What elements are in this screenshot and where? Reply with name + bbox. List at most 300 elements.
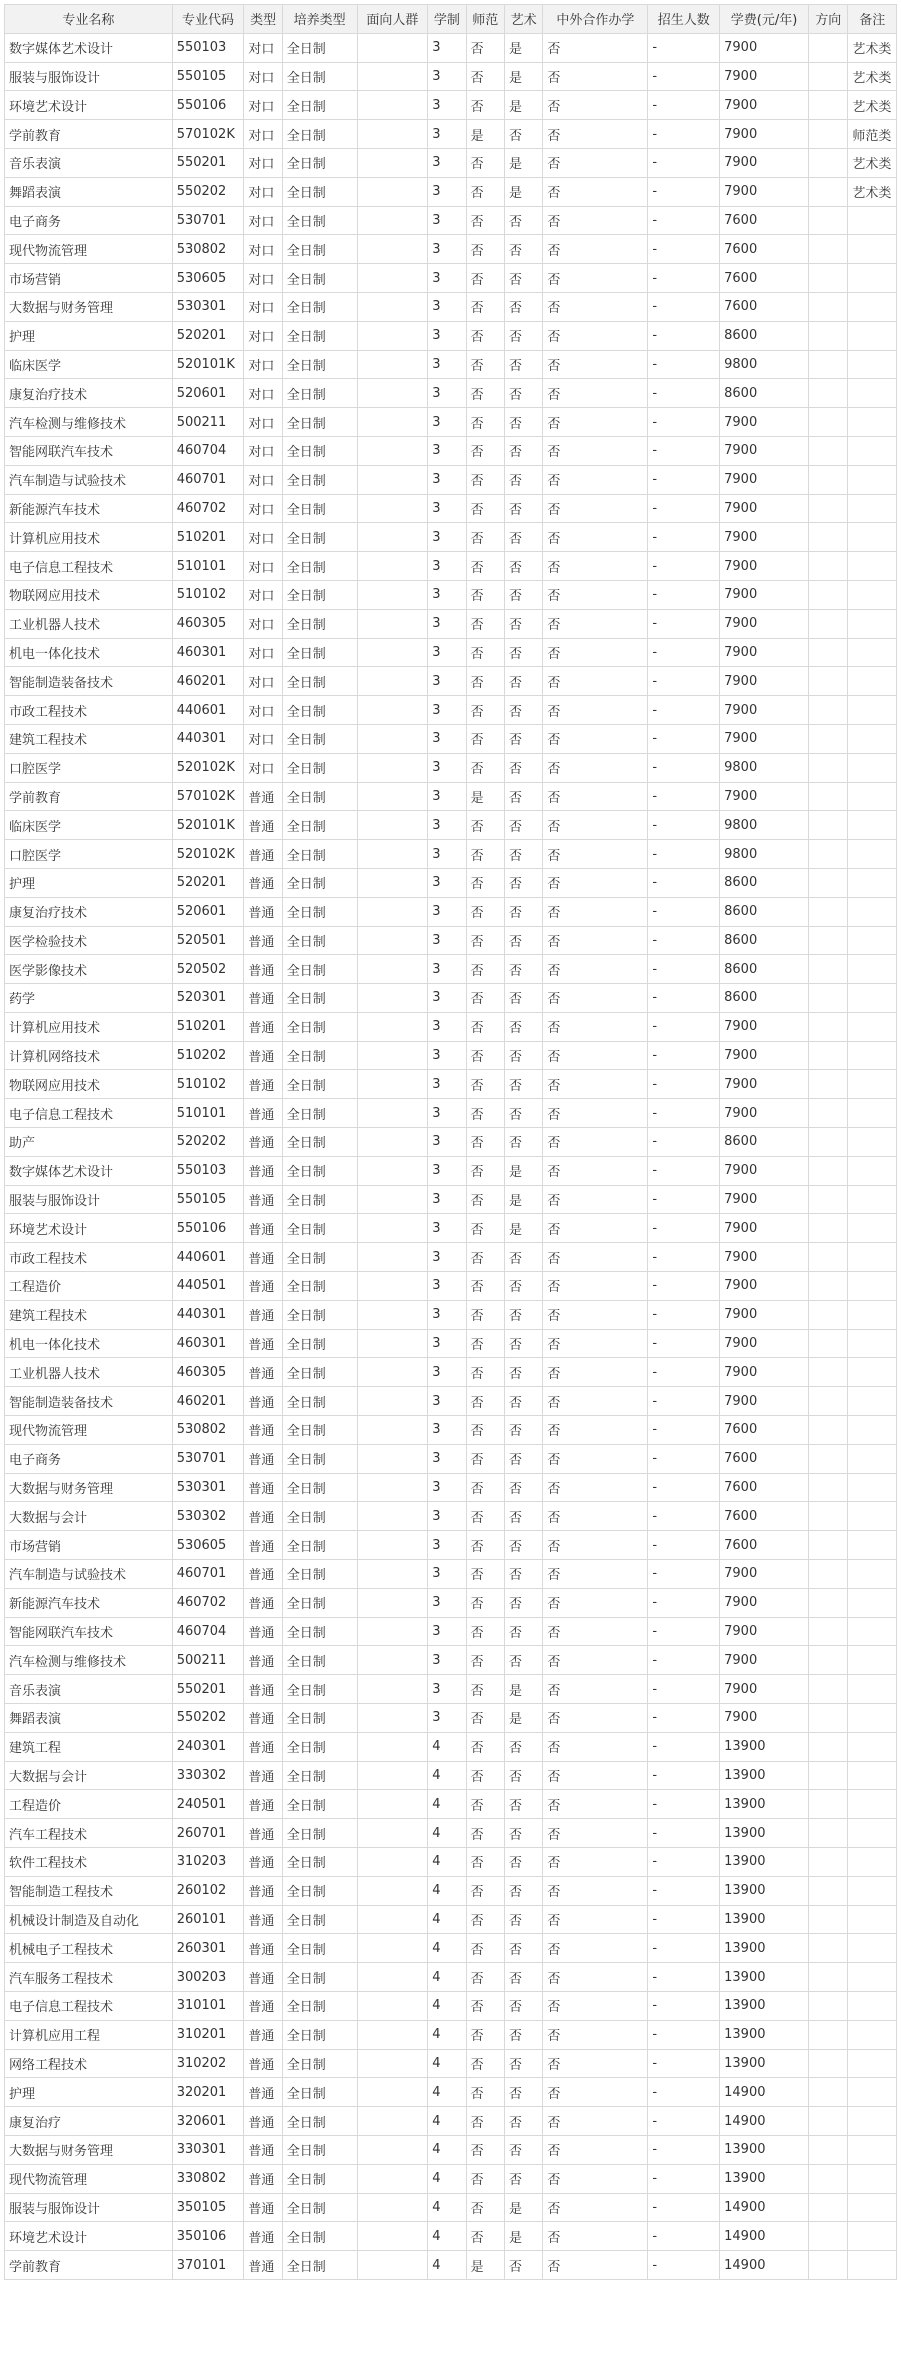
cell-sino-foreign: 否 <box>543 1617 648 1646</box>
cell-enrollment: - <box>648 292 720 321</box>
cell-sino-foreign: 否 <box>543 1848 648 1877</box>
cell-direction <box>809 1185 848 1214</box>
cell-enrollment: - <box>648 1560 720 1589</box>
cell-tuition: 7900 <box>720 62 809 91</box>
cell-training-type: 全日制 <box>282 465 357 494</box>
table-row <box>5 1416 897 1445</box>
cell-major-code: 530802 <box>172 235 244 264</box>
cell-art: 否 <box>504 552 542 581</box>
cell-normal: 否 <box>466 408 504 437</box>
header-duration: 学制 <box>428 5 466 34</box>
header-tuition: 学费(元/年) <box>720 5 809 34</box>
table-row <box>5 580 897 609</box>
cell-type: 对口 <box>244 523 282 552</box>
cell-major-name: 工程造价 <box>5 1272 173 1301</box>
cell-tuition: 7600 <box>720 235 809 264</box>
cell-type: 对口 <box>244 292 282 321</box>
cell-audience <box>357 33 428 62</box>
cell-enrollment: - <box>648 1991 720 2020</box>
cell-normal: 否 <box>466 1243 504 1272</box>
table-row <box>5 2020 897 2049</box>
cell-duration: 3 <box>428 609 466 638</box>
cell-art: 否 <box>504 955 542 984</box>
cell-normal: 是 <box>466 120 504 149</box>
cell-sino-foreign: 否 <box>543 667 648 696</box>
cell-enrollment: - <box>648 91 720 120</box>
cell-art: 否 <box>504 724 542 753</box>
cell-audience <box>357 350 428 379</box>
cell-direction <box>809 408 848 437</box>
cell-direction <box>809 638 848 667</box>
cell-major-code: 330802 <box>172 2164 244 2193</box>
header-training-type: 培养类型 <box>282 5 357 34</box>
cell-training-type: 全日制 <box>282 1876 357 1905</box>
cell-major-name: 大数据与会计 <box>5 1502 173 1531</box>
cell-duration: 3 <box>428 1214 466 1243</box>
cell-remark <box>848 897 897 926</box>
cell-major-code: 510201 <box>172 523 244 552</box>
cell-major-name: 汽车制造与试验技术 <box>5 465 173 494</box>
cell-remark <box>848 408 897 437</box>
cell-remark <box>848 1617 897 1646</box>
cell-training-type: 全日制 <box>282 1012 357 1041</box>
cell-enrollment: - <box>648 408 720 437</box>
cell-sino-foreign: 否 <box>543 91 648 120</box>
cell-major-name: 计算机应用工程 <box>5 2020 173 2049</box>
cell-duration: 3 <box>428 1099 466 1128</box>
cell-direction <box>809 667 848 696</box>
cell-major-code: 240501 <box>172 1790 244 1819</box>
cell-audience <box>357 2222 428 2251</box>
cell-normal: 否 <box>466 350 504 379</box>
cell-major-name: 环境艺术设计 <box>5 2222 173 2251</box>
cell-audience <box>357 2078 428 2107</box>
cell-duration: 4 <box>428 2020 466 2049</box>
table-row <box>5 1732 897 1761</box>
cell-sino-foreign: 否 <box>543 2164 648 2193</box>
cell-duration: 3 <box>428 811 466 840</box>
cell-sino-foreign: 否 <box>543 2251 648 2280</box>
cell-major-code: 510101 <box>172 1099 244 1128</box>
cell-art: 是 <box>504 62 542 91</box>
cell-enrollment: - <box>648 1761 720 1790</box>
cell-normal: 否 <box>466 465 504 494</box>
cell-tuition: 7900 <box>720 494 809 523</box>
cell-major-name: 数字媒体艺术设计 <box>5 33 173 62</box>
cell-duration: 3 <box>428 1387 466 1416</box>
cell-normal: 否 <box>466 523 504 552</box>
table-row <box>5 1502 897 1531</box>
cell-duration: 3 <box>428 638 466 667</box>
cell-art: 否 <box>504 1617 542 1646</box>
cell-direction <box>809 1848 848 1877</box>
cell-training-type: 全日制 <box>282 984 357 1013</box>
table-row <box>5 1070 897 1099</box>
cell-sino-foreign: 否 <box>543 1243 648 1272</box>
cell-art: 否 <box>504 1819 542 1848</box>
table-row <box>5 1617 897 1646</box>
cell-type: 对口 <box>244 264 282 293</box>
cell-training-type: 全日制 <box>282 1099 357 1128</box>
cell-training-type: 全日制 <box>282 1934 357 1963</box>
cell-art: 否 <box>504 1387 542 1416</box>
cell-major-code: 460701 <box>172 1560 244 1589</box>
cell-sino-foreign: 否 <box>543 494 648 523</box>
cell-audience <box>357 868 428 897</box>
cell-direction <box>809 321 848 350</box>
cell-remark <box>848 1588 897 1617</box>
cell-normal: 否 <box>466 264 504 293</box>
cell-sino-foreign: 否 <box>543 292 648 321</box>
cell-remark <box>848 1214 897 1243</box>
cell-remark <box>848 1041 897 1070</box>
cell-normal: 否 <box>466 1387 504 1416</box>
cell-major-code: 370101 <box>172 2251 244 2280</box>
cell-direction <box>809 2020 848 2049</box>
cell-sino-foreign: 否 <box>543 2049 648 2078</box>
cell-duration: 3 <box>428 436 466 465</box>
cell-tuition: 13900 <box>720 2135 809 2164</box>
cell-sino-foreign: 否 <box>543 926 648 955</box>
cell-type: 普通 <box>244 1041 282 1070</box>
cell-major-name: 音乐表演 <box>5 1675 173 1704</box>
cell-art: 否 <box>504 1473 542 1502</box>
table-container <box>4 4 897 2280</box>
cell-audience <box>357 2193 428 2222</box>
cell-duration: 3 <box>428 1128 466 1157</box>
table-row <box>5 638 897 667</box>
cell-direction <box>809 580 848 609</box>
cell-training-type: 全日制 <box>282 206 357 235</box>
cell-direction <box>809 1502 848 1531</box>
cell-direction <box>809 2193 848 2222</box>
cell-normal: 否 <box>466 1963 504 1992</box>
cell-training-type: 全日制 <box>282 638 357 667</box>
cell-direction <box>809 1732 848 1761</box>
majors-table <box>4 4 897 2280</box>
cell-audience <box>357 609 428 638</box>
cell-duration: 4 <box>428 1790 466 1819</box>
cell-training-type: 全日制 <box>282 1905 357 1934</box>
header-major-code: 专业代码 <box>172 5 244 34</box>
cell-tuition: 9800 <box>720 753 809 782</box>
cell-enrollment: - <box>648 350 720 379</box>
cell-duration: 3 <box>428 1588 466 1617</box>
cell-direction <box>809 2049 848 2078</box>
cell-enrollment: - <box>648 1905 720 1934</box>
table-row <box>5 62 897 91</box>
cell-sino-foreign: 否 <box>543 2135 648 2164</box>
cell-major-name: 计算机应用技术 <box>5 1012 173 1041</box>
cell-major-name: 计算机应用技术 <box>5 523 173 552</box>
cell-art: 否 <box>504 2107 542 2136</box>
cell-tuition: 8600 <box>720 1128 809 1157</box>
cell-normal: 否 <box>466 1761 504 1790</box>
cell-duration: 4 <box>428 1905 466 1934</box>
cell-major-name: 服装与服饰设计 <box>5 1185 173 1214</box>
cell-sino-foreign: 否 <box>543 1358 648 1387</box>
cell-sino-foreign: 否 <box>543 2107 648 2136</box>
cell-art: 否 <box>504 609 542 638</box>
cell-art: 是 <box>504 1214 542 1243</box>
cell-tuition: 7900 <box>720 91 809 120</box>
cell-normal: 否 <box>466 2222 504 2251</box>
cell-direction <box>809 177 848 206</box>
cell-type: 普通 <box>244 1646 282 1675</box>
cell-normal: 否 <box>466 1444 504 1473</box>
cell-sino-foreign: 否 <box>543 465 648 494</box>
cell-major-name: 服装与服饰设计 <box>5 62 173 91</box>
cell-remark <box>848 552 897 581</box>
cell-normal: 否 <box>466 148 504 177</box>
cell-audience <box>357 120 428 149</box>
cell-duration: 4 <box>428 1876 466 1905</box>
cell-remark <box>848 1473 897 1502</box>
cell-audience <box>357 580 428 609</box>
cell-duration: 3 <box>428 1272 466 1301</box>
cell-audience <box>357 1819 428 1848</box>
cell-training-type: 全日制 <box>282 1387 357 1416</box>
cell-major-name: 药学 <box>5 984 173 1013</box>
cell-normal: 否 <box>466 753 504 782</box>
cell-training-type: 全日制 <box>282 1963 357 1992</box>
cell-enrollment: - <box>648 465 720 494</box>
header-enrollment: 招生人数 <box>648 5 720 34</box>
cell-normal: 否 <box>466 1732 504 1761</box>
cell-enrollment: - <box>648 148 720 177</box>
cell-duration: 3 <box>428 984 466 1013</box>
cell-normal: 否 <box>466 2049 504 2078</box>
cell-type: 普通 <box>244 2193 282 2222</box>
cell-normal: 否 <box>466 868 504 897</box>
cell-remark: 艺术类 <box>848 33 897 62</box>
cell-sino-foreign: 否 <box>543 638 648 667</box>
cell-tuition: 13900 <box>720 1848 809 1877</box>
cell-enrollment: - <box>648 62 720 91</box>
cell-major-name: 汽车服务工程技术 <box>5 1963 173 1992</box>
cell-duration: 3 <box>428 1617 466 1646</box>
cell-training-type: 全日制 <box>282 1704 357 1733</box>
table-row <box>5 1300 897 1329</box>
cell-sino-foreign: 否 <box>543 1502 648 1531</box>
cell-tuition: 13900 <box>720 1905 809 1934</box>
cell-normal: 否 <box>466 321 504 350</box>
cell-audience <box>357 1012 428 1041</box>
cell-type: 普通 <box>244 1185 282 1214</box>
cell-type: 普通 <box>244 955 282 984</box>
table-row <box>5 1272 897 1301</box>
cell-audience <box>357 494 428 523</box>
cell-training-type: 全日制 <box>282 1214 357 1243</box>
table-row <box>5 897 897 926</box>
cell-major-name: 智能网联汽车技术 <box>5 436 173 465</box>
table-row <box>5 1905 897 1934</box>
cell-tuition: 7900 <box>720 1272 809 1301</box>
table-row <box>5 91 897 120</box>
cell-art: 否 <box>504 321 542 350</box>
cell-normal: 否 <box>466 1070 504 1099</box>
cell-tuition: 7900 <box>720 33 809 62</box>
cell-audience <box>357 62 428 91</box>
cell-duration: 3 <box>428 494 466 523</box>
cell-normal: 否 <box>466 2135 504 2164</box>
cell-major-code: 530605 <box>172 264 244 293</box>
cell-direction <box>809 1876 848 1905</box>
cell-art: 是 <box>504 33 542 62</box>
cell-remark <box>848 1099 897 1128</box>
cell-art: 否 <box>504 840 542 869</box>
header-art: 艺术 <box>504 5 542 34</box>
cell-training-type: 全日制 <box>282 1848 357 1877</box>
cell-enrollment: - <box>648 782 720 811</box>
cell-art: 否 <box>504 1934 542 1963</box>
cell-art: 否 <box>504 1646 542 1675</box>
cell-remark <box>848 580 897 609</box>
cell-audience <box>357 1243 428 1272</box>
cell-training-type: 全日制 <box>282 1646 357 1675</box>
cell-remark <box>848 1502 897 1531</box>
cell-tuition: 7900 <box>720 1329 809 1358</box>
table-row <box>5 2049 897 2078</box>
cell-sino-foreign: 否 <box>543 1214 648 1243</box>
cell-normal: 否 <box>466 62 504 91</box>
cell-type: 普通 <box>244 1099 282 1128</box>
cell-training-type: 全日制 <box>282 1502 357 1531</box>
cell-enrollment: - <box>648 379 720 408</box>
cell-sino-foreign: 否 <box>543 379 648 408</box>
header-sino-foreign: 中外合作办学 <box>543 5 648 34</box>
cell-duration: 4 <box>428 1934 466 1963</box>
table-row <box>5 408 897 437</box>
cell-sino-foreign: 否 <box>543 1646 648 1675</box>
cell-duration: 3 <box>428 1185 466 1214</box>
table-row <box>5 2222 897 2251</box>
cell-direction <box>809 292 848 321</box>
table-row <box>5 292 897 321</box>
cell-direction <box>809 120 848 149</box>
table-row <box>5 465 897 494</box>
cell-remark <box>848 264 897 293</box>
cell-major-code: 520201 <box>172 868 244 897</box>
table-row <box>5 1473 897 1502</box>
cell-normal: 否 <box>466 1560 504 1589</box>
cell-type: 普通 <box>244 1848 282 1877</box>
cell-type: 普通 <box>244 840 282 869</box>
cell-sino-foreign: 否 <box>543 782 648 811</box>
table-row <box>5 955 897 984</box>
cell-major-name: 大数据与财务管理 <box>5 2135 173 2164</box>
cell-remark <box>848 638 897 667</box>
cell-duration: 3 <box>428 350 466 379</box>
cell-major-code: 520101K <box>172 350 244 379</box>
cell-remark <box>848 1560 897 1589</box>
cell-tuition: 7900 <box>720 580 809 609</box>
cell-type: 普通 <box>244 897 282 926</box>
cell-remark <box>848 292 897 321</box>
cell-enrollment: - <box>648 1502 720 1531</box>
cell-enrollment: - <box>648 2107 720 2136</box>
cell-type: 对口 <box>244 580 282 609</box>
cell-duration: 3 <box>428 1531 466 1560</box>
cell-audience <box>357 148 428 177</box>
cell-direction <box>809 1761 848 1790</box>
cell-direction <box>809 1358 848 1387</box>
cell-audience <box>357 1358 428 1387</box>
cell-training-type: 全日制 <box>282 1185 357 1214</box>
cell-sino-foreign: 否 <box>543 868 648 897</box>
cell-tuition: 7900 <box>720 1675 809 1704</box>
cell-art: 是 <box>504 1704 542 1733</box>
cell-tuition: 8600 <box>720 926 809 955</box>
cell-enrollment: - <box>648 1704 720 1733</box>
cell-major-name: 计算机网络技术 <box>5 1041 173 1070</box>
cell-tuition: 7900 <box>720 1387 809 1416</box>
cell-remark <box>848 2135 897 2164</box>
table-row <box>5 926 897 955</box>
cell-type: 普通 <box>244 1934 282 1963</box>
cell-enrollment: - <box>648 235 720 264</box>
cell-art: 否 <box>504 120 542 149</box>
cell-direction <box>809 811 848 840</box>
cell-audience <box>357 1732 428 1761</box>
cell-major-code: 510202 <box>172 1041 244 1070</box>
cell-major-name: 服装与服饰设计 <box>5 2193 173 2222</box>
cell-direction <box>809 91 848 120</box>
cell-audience <box>357 1560 428 1589</box>
cell-tuition: 7900 <box>720 1012 809 1041</box>
cell-major-name: 机械电子工程技术 <box>5 1934 173 1963</box>
cell-duration: 3 <box>428 321 466 350</box>
cell-enrollment: - <box>648 120 720 149</box>
cell-normal: 否 <box>466 667 504 696</box>
cell-major-code: 440601 <box>172 696 244 725</box>
cell-major-name: 市场营销 <box>5 1531 173 1560</box>
cell-remark <box>848 1416 897 1445</box>
cell-direction <box>809 1099 848 1128</box>
cell-enrollment: - <box>648 1041 720 1070</box>
cell-direction <box>809 1444 848 1473</box>
cell-major-code: 500211 <box>172 1646 244 1675</box>
cell-audience <box>357 1329 428 1358</box>
cell-training-type: 全日制 <box>282 264 357 293</box>
cell-training-type: 全日制 <box>282 811 357 840</box>
cell-type: 对口 <box>244 494 282 523</box>
cell-tuition: 13900 <box>720 1761 809 1790</box>
cell-enrollment: - <box>648 1272 720 1301</box>
table-body <box>5 33 897 2279</box>
cell-direction <box>809 1790 848 1819</box>
cell-tuition: 8600 <box>720 868 809 897</box>
cell-enrollment: - <box>648 724 720 753</box>
cell-duration: 3 <box>428 580 466 609</box>
table-row <box>5 1012 897 1041</box>
cell-enrollment: - <box>648 1358 720 1387</box>
cell-normal: 否 <box>466 1675 504 1704</box>
cell-normal: 否 <box>466 984 504 1013</box>
cell-audience <box>357 1444 428 1473</box>
cell-art: 否 <box>504 926 542 955</box>
cell-art: 否 <box>504 1128 542 1157</box>
cell-tuition: 7900 <box>720 1300 809 1329</box>
cell-enrollment: - <box>648 1099 720 1128</box>
cell-major-code: 550105 <box>172 62 244 91</box>
cell-sino-foreign: 否 <box>543 235 648 264</box>
cell-training-type: 全日制 <box>282 1732 357 1761</box>
cell-training-type: 全日制 <box>282 955 357 984</box>
cell-normal: 否 <box>466 292 504 321</box>
cell-major-name: 汽车工程技术 <box>5 1819 173 1848</box>
cell-training-type: 全日制 <box>282 292 357 321</box>
